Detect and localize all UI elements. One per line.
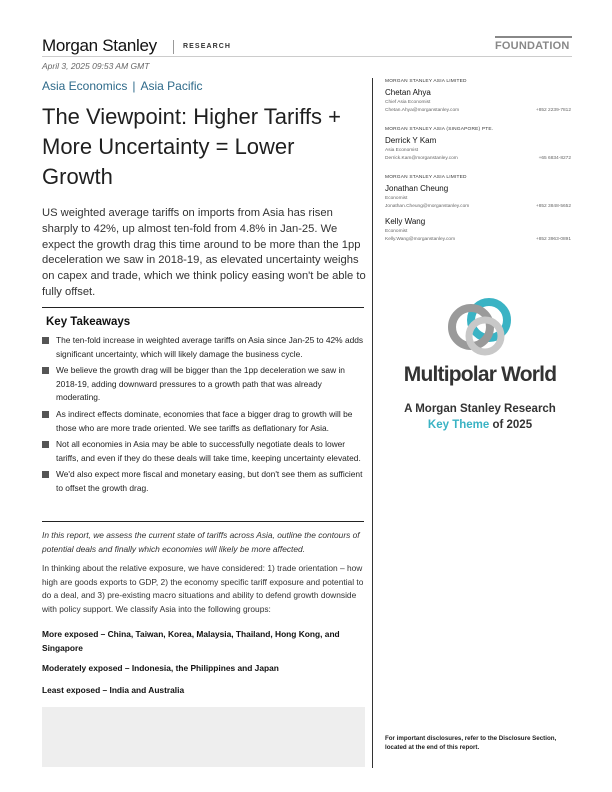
key-takeaways-list	[42, 334, 366, 499]
body-paragraph: In thinking about the relative exposure, we have considered: 1) trade orientation – how high are goods exports to GDP, 2) the economy specific tariff exposure and potential to do a deal, and 3) pre-existing macro situations and ability to defend growth downside with policy support. We classify Asia into the following groups:	[42, 563, 364, 614]
logo-divider	[173, 40, 174, 54]
topic-asia-economics[interactable]: Asia Economics	[42, 79, 128, 93]
multipolar-world-logo-icon	[442, 293, 520, 363]
topic-separator: |	[132, 79, 136, 93]
report-summary: US weighted average tariffs on imports from Asia has risen sharply to 42%, up almost ten-fold from 4.8% in Jan-25. We expect the growth drag this time around to be more than the 1pp deceleration we saw in 2018-19, as elevated uncertainty weighs on capex and trade, which we think policy easing won't be able to fully offset.	[42, 207, 366, 298]
takeaways-bottom-rule	[42, 521, 364, 522]
contact-role: Economist	[385, 229, 408, 234]
body-intro: In this report, we assess the current state of tariffs across Asia, outline the contours of potential deals and finally which economies will likely be more affected.	[42, 530, 360, 554]
foundation-rule	[495, 36, 572, 38]
brand-logo: Morgan Stanley	[42, 36, 157, 55]
gray-placeholder-box	[42, 707, 365, 767]
contact-name[interactable]: Derrick Y Kam	[385, 136, 437, 145]
square-bullet-icon	[42, 411, 49, 418]
contact-email[interactable]: Derrick.Kam@morganstanley.com	[385, 156, 458, 161]
exposure-group-more: More exposed – China, Taiwan, Korea, Malaysia, Thailand, Hong Kong, and Singapore	[42, 629, 340, 653]
theme-key-theme	[380, 419, 580, 431]
contact-email[interactable]: Chetan.Ahya@morganstanley.com	[385, 108, 460, 113]
takeaway-text: Not all economies in Asia may be able to successfully negotiate deals to lower tariffs, and even if they do these deals will take time, keeping uncertainty elevated.	[56, 439, 361, 463]
square-bullet-icon	[42, 367, 49, 374]
research-label: RESEARCH	[183, 43, 232, 50]
contact-phone: +852 2239-7812	[535, 108, 571, 113]
header-divider	[42, 56, 572, 57]
contact-org: MORGAN STANLEY ASIA LIMITED	[385, 175, 467, 180]
key-takeaways-heading: Key Takeaways	[46, 316, 131, 328]
theme-accent-text: Key Theme	[427, 419, 490, 431]
contact-org: MORGAN STANLEY ASIA LIMITED	[385, 79, 467, 84]
contact-name[interactable]: Kelly Wang	[385, 217, 426, 226]
contact-phone: +852 3848-5652	[535, 204, 571, 209]
contact-phone: +852 3963-0891	[535, 237, 571, 242]
takeaways-top-rule	[42, 307, 364, 308]
contact-role: Economist	[385, 196, 408, 201]
square-bullet-icon	[42, 441, 49, 448]
publish-date: April 3, 2025 09:53 AM GMT	[42, 61, 150, 71]
takeaway-item	[42, 334, 366, 361]
takeaway-item	[42, 408, 366, 435]
theme-subtitle: A Morgan Stanley Research	[404, 403, 556, 415]
disclosure-note: For important disclosures, refer to the Disclosure Section, located at the end of this report.	[385, 735, 557, 751]
takeaway-text: As indirect effects dominate, economies that face a bigger drag to growth will be those who are more trade oriented. We see tariffs as deflationary for Asia.	[56, 408, 353, 433]
topic-breadcrumb	[42, 79, 203, 93]
contact-name[interactable]: Jonathan Cheung	[385, 184, 449, 193]
exposure-group-least: Least exposed – India and Australia	[42, 685, 185, 695]
takeaway-text: The ten-fold increase in weighted average tariffs on Asia since Jan-25 to 42% adds significant uncertainty, which will likely damage the business cycle.	[56, 335, 364, 359]
exposure-group-moderate: Moderately exposed – Indonesia, the Philippines and Japan	[42, 663, 279, 673]
contact-org: MORGAN STANLEY ASIA (SINGAPORE) PTE.	[385, 127, 494, 132]
contact-email[interactable]: Kelly.Wang@morganstanley.com	[385, 237, 456, 242]
square-bullet-icon	[42, 337, 49, 344]
sidebar-divider	[372, 78, 373, 768]
square-bullet-icon	[42, 471, 49, 478]
contact-email[interactable]: Jonathan.Cheung@morganstanley.com	[385, 204, 470, 209]
topic-asia-pacific[interactable]: Asia Pacific	[140, 79, 203, 93]
takeaway-item	[42, 468, 366, 495]
contact-role: Asia Economist	[385, 148, 419, 153]
report-title: The Viewpoint: Higher Tariffs + More Uncertainty = Lower Growth	[42, 104, 341, 189]
theme-title: Multipolar World	[403, 363, 557, 386]
contact-role: Chief Asia Economist	[385, 100, 431, 105]
takeaway-text: We believe the growth drag will be bigger than the 1pp deceleration we saw in 2018-19, adding downward pressures to a growth path that was already moderating.	[56, 365, 345, 403]
theme-year-text: of 2025	[489, 419, 533, 431]
foundation-label: FOUNDATION	[495, 40, 570, 52]
contact-phone: +65 6834-8272	[538, 156, 571, 161]
takeaway-item	[42, 364, 366, 405]
takeaway-text: We'd also expect more fiscal and monetary easing, but don't see them as sufficient to offset the growth drag.	[56, 469, 363, 493]
takeaway-item	[42, 438, 366, 465]
contact-name[interactable]: Chetan Ahya	[385, 88, 431, 97]
